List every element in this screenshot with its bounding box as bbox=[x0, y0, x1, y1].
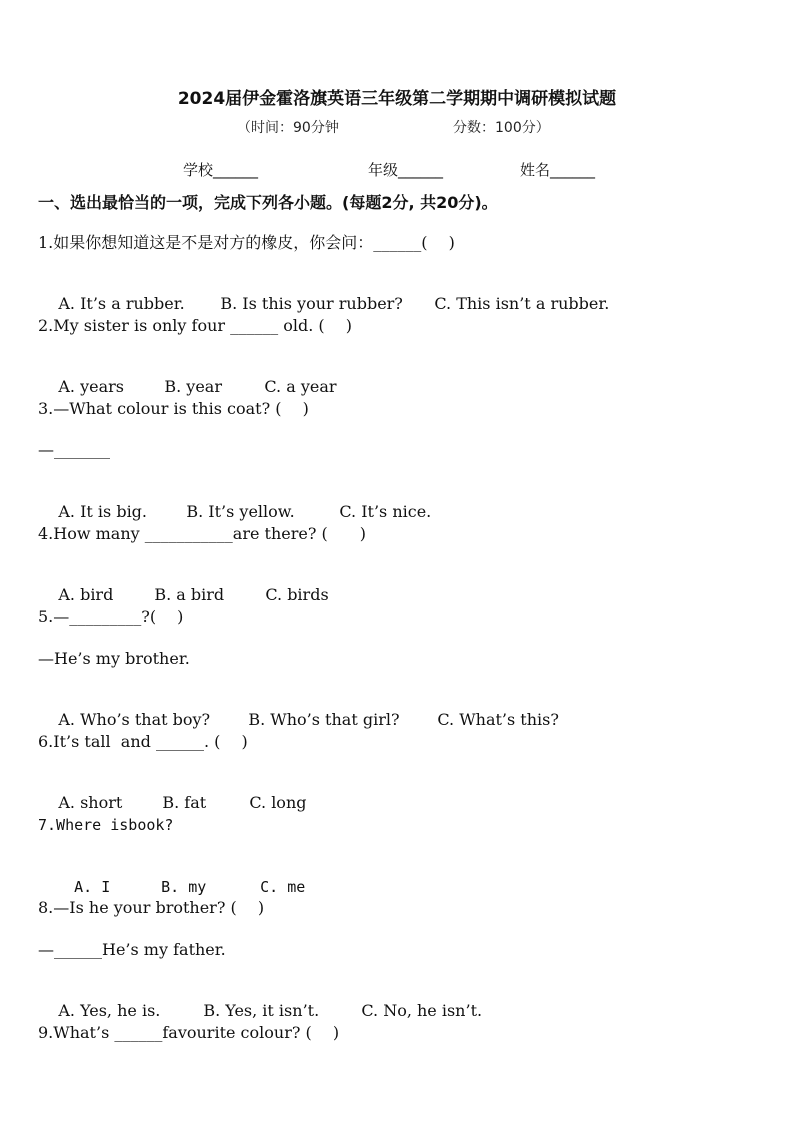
exam-time: （时间：90分钟 bbox=[237, 120, 339, 136]
option-b: B. It’s yellow. bbox=[186, 502, 295, 521]
option-c: C. a year bbox=[264, 377, 337, 396]
option-a: A. It is big. bbox=[58, 502, 148, 521]
option-a: A. I bbox=[74, 878, 111, 896]
option-b: B. Yes, it isn’t. bbox=[203, 1001, 320, 1020]
school-field: 学校______ bbox=[183, 161, 259, 179]
option-a: A. bird bbox=[58, 585, 114, 604]
option-c: C. What’s this? bbox=[437, 710, 559, 729]
question-1-stem: 1.如果你想知道这是不是对方的橡皮，你会问：______( ) bbox=[38, 233, 455, 252]
option-b: B. my bbox=[161, 878, 207, 896]
question-9-stem: 9.What’s ______favourite colour? ( ) bbox=[38, 1023, 340, 1042]
name-field: 姓名______ bbox=[520, 161, 596, 179]
option-a: A. Who’s that boy? bbox=[58, 710, 211, 729]
option-c: C. It’s nice. bbox=[339, 502, 432, 521]
option-c: C. me bbox=[260, 878, 306, 896]
question-2-stem: 2.My sister is only four ______ old. ( ) bbox=[38, 316, 352, 335]
option-a: A. It’s a rubber. bbox=[58, 294, 185, 313]
option-a: A. short bbox=[58, 793, 123, 812]
question-5-dialogue: —He’s my brother. bbox=[38, 649, 190, 668]
option-b: B. a bird bbox=[154, 585, 225, 604]
section-heading: 一、选出最恰当的一项，完成下列各小题。(每题2分, 共20分)。 bbox=[38, 193, 498, 212]
option-b: B. Is this your rubber? bbox=[220, 294, 403, 313]
option-a: A. Yes, he is. bbox=[58, 1001, 161, 1020]
question-8-dialogue: —______He’s my father. bbox=[38, 940, 226, 959]
option-c: C. This isn’t a rubber. bbox=[434, 294, 610, 313]
option-c: C. No, he isn’t. bbox=[361, 1001, 483, 1020]
option-c: C. birds bbox=[265, 585, 329, 604]
question-5-stem: 5.—_________?( ) bbox=[38, 607, 184, 626]
exam-score: 分数：100分） bbox=[453, 120, 550, 136]
question-6-stem: 6.It’s tall and ______. ( ) bbox=[38, 732, 248, 751]
question-3-answer-line: —_______ bbox=[38, 440, 110, 459]
option-b: B. year bbox=[164, 377, 222, 396]
option-a: A. years bbox=[58, 377, 124, 396]
option-b: B. fat bbox=[162, 793, 207, 812]
grade-field: 年级______ bbox=[368, 161, 444, 179]
question-7-stem: 7.Where isbook? bbox=[38, 816, 174, 834]
option-c: C. long bbox=[249, 793, 307, 812]
question-4-stem: 4.How many ___________are there? ( ) bbox=[38, 524, 366, 543]
question-8-stem: 8.—Is he your brother? ( ) bbox=[38, 898, 265, 917]
question-3-stem: 3.—What colour is this coat? ( ) bbox=[38, 399, 309, 418]
option-b: B. Who’s that girl? bbox=[248, 710, 400, 729]
page-title: 2024届伊金霍洛旗英语三年级第二学期期中调研模拟试题 bbox=[177, 89, 617, 109]
